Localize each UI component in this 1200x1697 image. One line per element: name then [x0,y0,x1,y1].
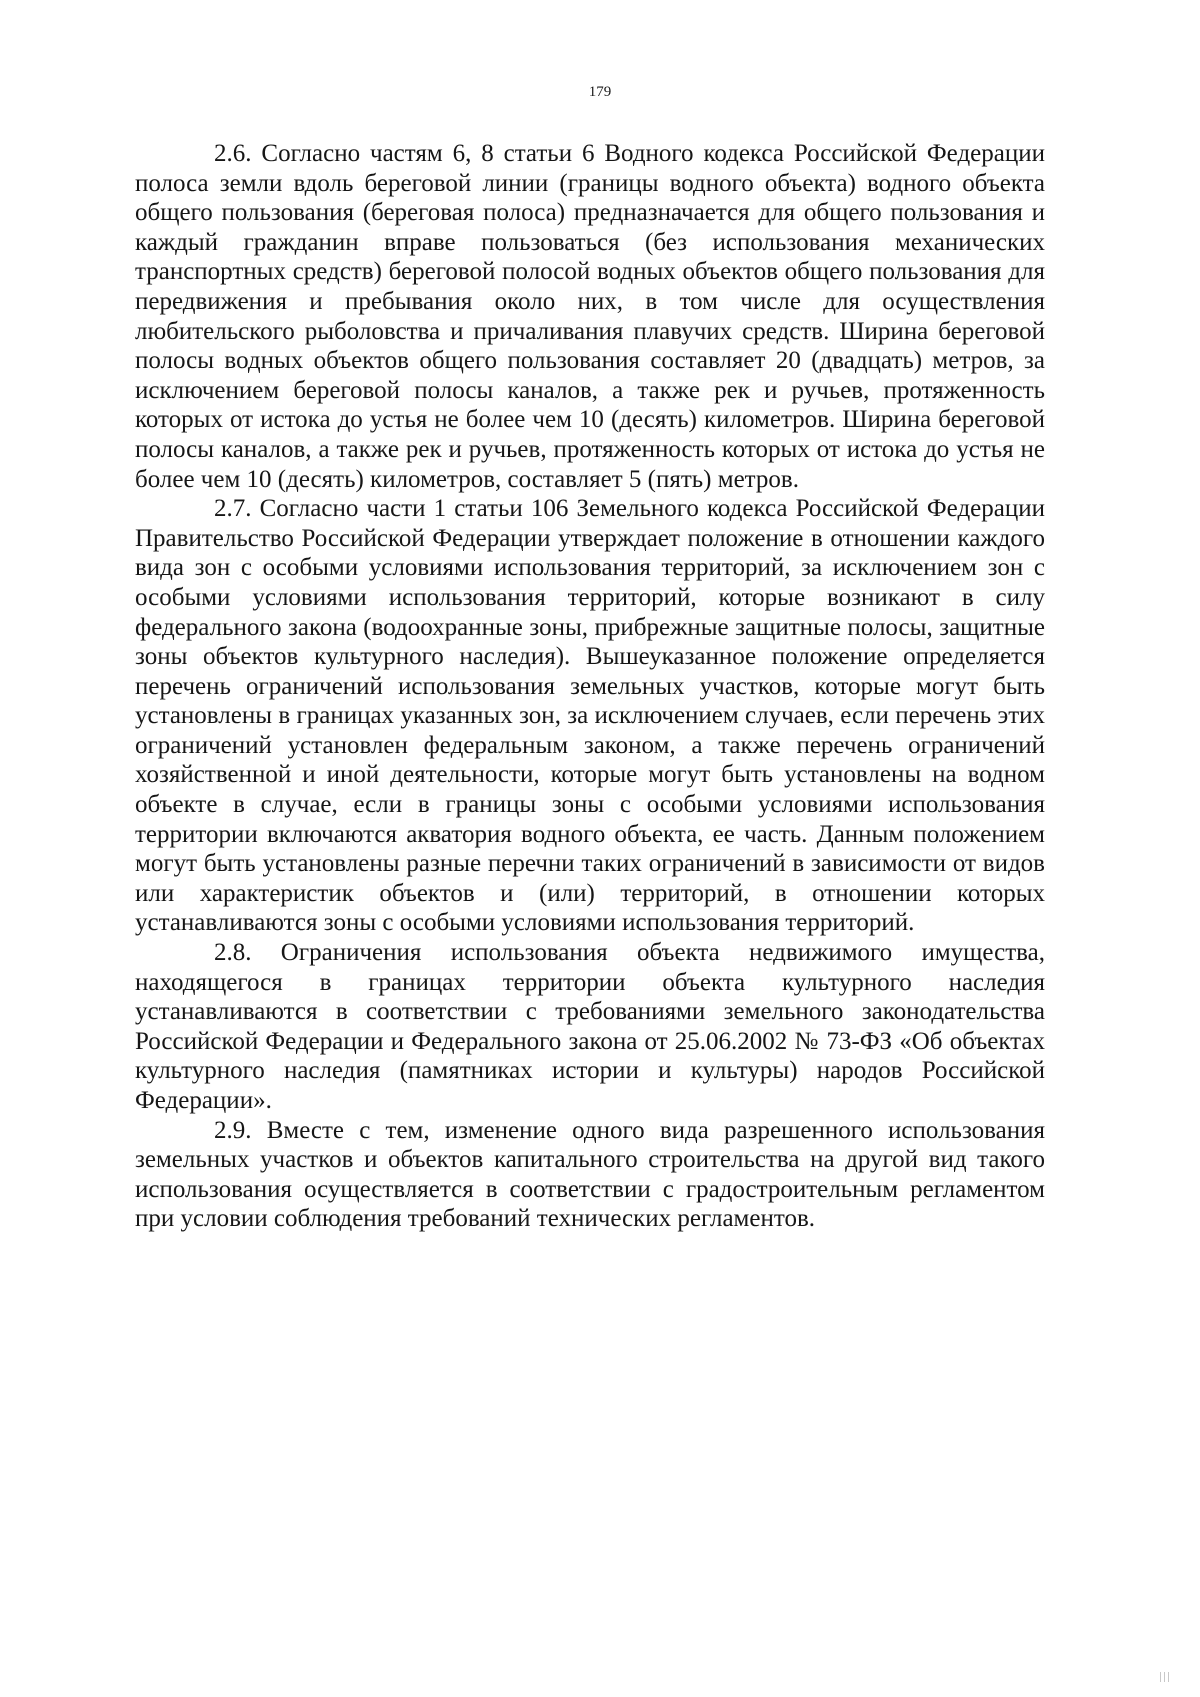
scan-artifact [1168,1672,1169,1682]
paragraph-2-6: 2.6. Согласно частям 6, 8 статьи 6 Водного кодекса Российской Федерации полоса земли вдоль береговой линии (границы водного объекта) водного объекта общего пользования (береговая полоса) предназначается для общего пользования и каждый гражданин вправе пользоваться (без использования механических транспортных средств) береговой полосой водных объектов общего пользования для передвижения и пребывания около них, в том числе для осуществления любительского рыболовства и причаливания плавучих средств. Ширина береговой полосы водных объектов общего пользования составляет 20 (двадцать) метров, за исключением береговой полосы каналов, а также рек и ручьев, протяженность которых от истока до устья не более чем 10 (десять) километров. Ширина береговой полосы каналов, а также рек и ручьев, протяженность которых от истока до устья не более чем 10 (десять) километров, составляет 5 (пять) метров. [135,140,1045,493]
page-number: 179 [588,84,612,100]
document-body [135,139,1045,1234]
paragraph-2-8: 2.8. Ограничения использования объекта недвижимого имущества, находящегося в границах территории объекта культурного наследия устанавливаются в соответствии с требованиями земельного законодательства Российской Федерации и Федерального закона от 25.06.2002 № 73-ФЗ «Об объектах культурного наследия (памятниках истории и культуры) народов Российской Федерации». [135,939,1045,1114]
paragraph-2-9: 2.9. Вместе с тем, изменение одного вида разрешенного использования земельных участков и объектов капитального строительства на другой вид такого использования осуществляется в соответствии с градостроительным регламентом при условии соблюдения требований технических регламентов. [135,1116,1045,1233]
paragraph-2-7: 2.7. Согласно части 1 статьи 106 Земельного кодекса Российской Федерации Правительство Российской Федерации утверждает положение в отношении каждого вида зон с особыми условиями использования территорий, за исключением зон с особыми условиями использования территорий, которые возникают в силу федерального закона (водоохранные зоны, прибрежные защитные полосы, защитные зоны объектов культурного наследия). Вышеуказанное положение определяется перечень ограничений использования земельных участков, которые могут быть установлены в границах указанных зон, за исключением случаев, если перечень этих ограничений установлен федеральным законом, а также перечень ограничений хозяйственной и иной деятельности, которые могут быть установлены на водном объекте в случае, если в границы зоны с особыми условиями использования территории включаются акватория водного объекта, ее часть. Данным положением могут быть установлены разные перечни таких ограничений в зависимости от видов или характеристик объектов и (или) территорий, в отношении которых устанавливаются зоны с особыми условиями использования территорий. [135,495,1045,937]
scan-artifact [1164,1672,1165,1682]
scan-artifact [1160,1672,1161,1682]
